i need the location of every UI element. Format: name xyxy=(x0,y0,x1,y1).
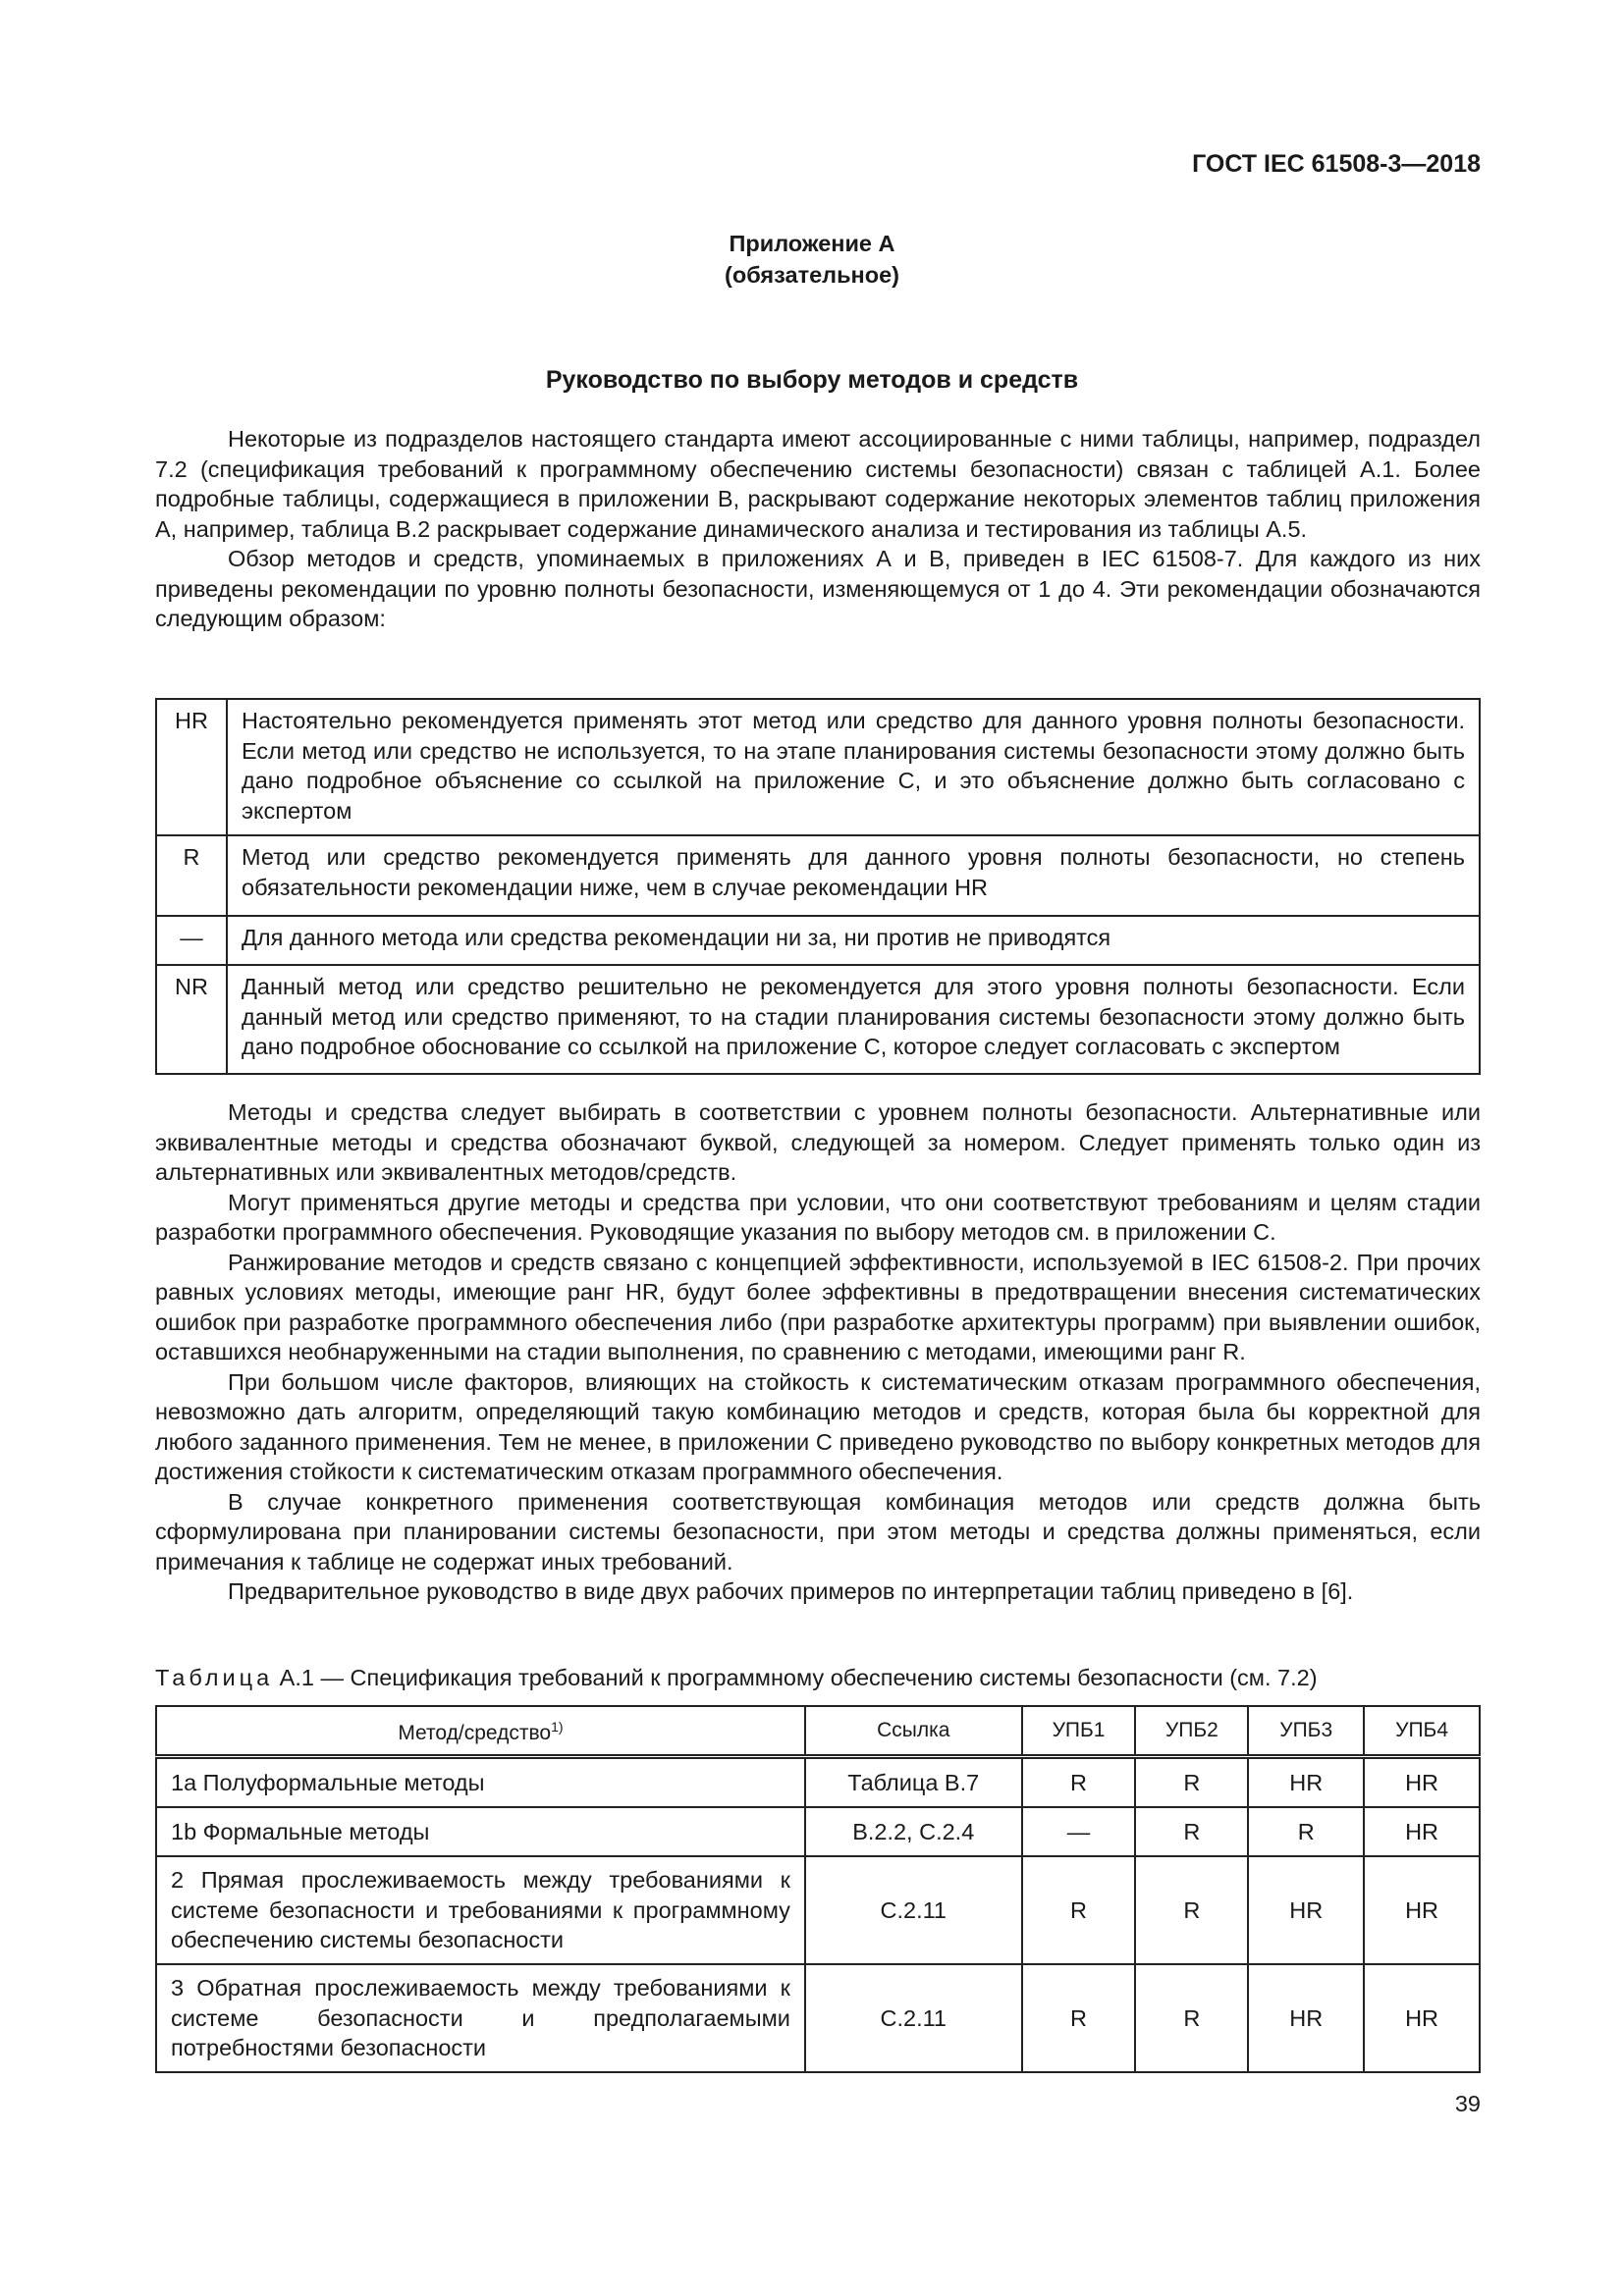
sil-cell: HR xyxy=(1248,1757,1364,1808)
method-cell: 3 Обратная прослеживаемость между требованиями к системе безопасности и предполагаемыми потребностями безопасности xyxy=(156,1964,805,2072)
column-header-sil3: УПБ3 xyxy=(1248,1706,1364,1757)
method-cell: 2 Прямая прослеживаемость между требованиями к системе безопасности и требованиями к программному обеспечению системы безопасности xyxy=(156,1856,805,1964)
legend-row xyxy=(156,965,1480,1074)
annex-title xyxy=(0,228,1624,291)
sil-cell: HR xyxy=(1364,1856,1480,1964)
sil-cell: R xyxy=(1135,1856,1248,1964)
caption-text: А.1 — Спецификация требований к программному обеспечению системы безопасности (см. 7.2) xyxy=(273,1665,1318,1690)
requirements-table xyxy=(155,1705,1481,2073)
paragraph: Обзор методов и средств, упоминаемых в приложениях А и В, приведен в IEC 61508-7. Для каждого из них приведены рекомендации по уровню полноты безопасности, изменяющемуся от 1 до 4. Эти рекомендации обозначаются следующим образом: xyxy=(155,546,1481,631)
legend-text: Данный метод или средство решительно не рекомендуется для этого уровня полноты безопасности. Если данный метод или средство применяют, то на стадии планирования системы безопасности этому должно быть дано подробное обоснование со ссылкой на приложение С, которое следует согласовать с экспертом xyxy=(227,965,1480,1074)
annex-name: Приложение А xyxy=(729,231,895,256)
ref-cell: Таблица В.7 xyxy=(805,1757,1022,1808)
sil-cell: R xyxy=(1248,1807,1364,1856)
column-header-sil1: УПБ1 xyxy=(1022,1706,1136,1757)
paragraph: Предварительное руководство в виде двух рабочих примеров по интерпретации таблиц приведено в [6]. xyxy=(228,1578,1354,1604)
method-cell: 1b Формальные методы xyxy=(156,1807,805,1856)
column-header-sil2: УПБ2 xyxy=(1135,1706,1248,1757)
legend-row xyxy=(156,835,1480,916)
caption-label: Таблица xyxy=(155,1665,274,1690)
guidance-text xyxy=(155,1097,1481,1607)
intro-text xyxy=(155,424,1481,634)
section-heading: Руководство по выбору методов и средств xyxy=(545,366,1079,394)
table-caption xyxy=(155,1663,1318,1693)
table-row xyxy=(156,1807,1480,1856)
sil-cell: R xyxy=(1022,1964,1136,2072)
legend-text: Для данного метода или средства рекомендации ни за, ни против не приводятся xyxy=(227,916,1480,965)
table-row xyxy=(156,1964,1480,2072)
legend-text: Настоятельно рекомендуется применять этот метод или средство для данного уровня полноты безопасности. Если метод или средство не используется, то на этапе планирования системы безопасности этому должно быть дано подробное объяснение со ссылкой на приложение С, и это объяснение должно быть согласовано с экспертом xyxy=(227,699,1480,835)
sil-cell: R xyxy=(1022,1757,1136,1808)
method-cell: 1a Полуформальные методы xyxy=(156,1757,805,1808)
sil-cell: — xyxy=(1022,1807,1136,1856)
column-header-ref: Ссылка xyxy=(805,1706,1022,1757)
sil-cell: R xyxy=(1135,1964,1248,2072)
paragraph: При большом числе факторов, влияющих на стойкость к систематическим отказам программного обеспечения, невозможно дать алгоритм, определяющий такую комбинацию методов и средств, которая была бы корректной для любого заданного применения. Тем не менее, в приложении С приведено руководство по выбору конкретных методов для достижения стойкости к систематическим отказам программного обеспечения. xyxy=(155,1368,1481,1484)
legend-code: HR xyxy=(156,699,227,835)
paragraph: Ранжирование методов и средств связано с концепцией эффективности, используемой в IEC 61508-2. При прочих равных условиях методы, имеющие ранг HR, будут более эффективны в предотвращении внесения систематических ошибок при разработке программного обеспечения либо (при разработке архитектуры программ) при выявлении ошибок, оставшихся необнаруженными на стадии выполнения, по сравнению с методами, имеющими ранг R. xyxy=(155,1249,1481,1364)
page-number: 39 xyxy=(1454,2091,1481,2116)
sil-cell: HR xyxy=(1364,1757,1480,1808)
sil-cell: R xyxy=(1135,1807,1248,1856)
annex-status: (обязательное) xyxy=(725,262,899,288)
legend-code: — xyxy=(156,916,227,965)
paragraph: Могут применяться другие методы и средства при условии, что они соответствуют требованиям и целям стадии разработки программного обеспечения. Руководящие указания по выбору методов см. в приложении С. xyxy=(155,1189,1481,1245)
sil-cell: R xyxy=(1022,1856,1136,1964)
table-row xyxy=(156,1856,1480,1964)
document-id: ГОСТ IEC 61508-3—2018 xyxy=(1192,150,1481,178)
column-header-sil4: УПБ4 xyxy=(1364,1706,1480,1757)
recommendation-legend-table xyxy=(155,698,1481,1075)
column-header-method: Метод/средство$^{1)}$ xyxy=(156,1706,805,1757)
ref-cell: С.2.11 xyxy=(805,1964,1022,2072)
paragraph: Методы и средства следует выбирать в соответствии с уровнем полноты безопасности. Альтернативные или эквивалентные методы и средства обозначают буквой, следующей за номером. Следует применять только один из альтернативных или эквивалентных методов/средств. xyxy=(155,1099,1481,1185)
legend-code: R xyxy=(156,835,227,916)
legend-text: Метод или средство рекомендуется применять для данного уровня полноты безопасности, но степень обязательности рекомендации ниже, чем в случае рекомендации HR xyxy=(227,835,1480,916)
footnote-marker: 1) xyxy=(551,1719,564,1735)
ref-cell: С.2.11 xyxy=(805,1856,1022,1964)
legend-row xyxy=(156,916,1480,965)
paragraph: В случае конкретного применения соответствующая комбинация методов или средств должна быть сформулирована при планировании системы безопасности, при этом методы и средства должны применяться, если примечания к таблице не содержат иных требований. xyxy=(155,1488,1481,1575)
sil-cell: HR xyxy=(1248,1964,1364,2072)
ref-cell: В.2.2, С.2.4 xyxy=(805,1807,1022,1856)
table-header-row xyxy=(156,1706,1480,1757)
sil-cell: HR xyxy=(1248,1856,1364,1964)
legend-row xyxy=(156,699,1480,835)
legend-code: NR xyxy=(156,965,227,1074)
paragraph: Некоторые из подразделов настоящего стандарта имеют ассоциированные с ними таблицы, например, подраздел 7.2 (спецификация требований к программному обеспечению системы безопасности) связан с таблицей А.1. Более подробные таблицы, содержащиеся в приложении В, раскрывают содержание некоторых элементов таблиц приложения А, например, таблица В.2 раскрывает содержание динамического анализа и тестирования из таблицы А.5. xyxy=(155,426,1481,542)
sil-cell: R xyxy=(1135,1757,1248,1808)
sil-cell: HR xyxy=(1364,1807,1480,1856)
sil-cell: HR xyxy=(1364,1964,1480,2072)
table-row xyxy=(156,1757,1480,1808)
